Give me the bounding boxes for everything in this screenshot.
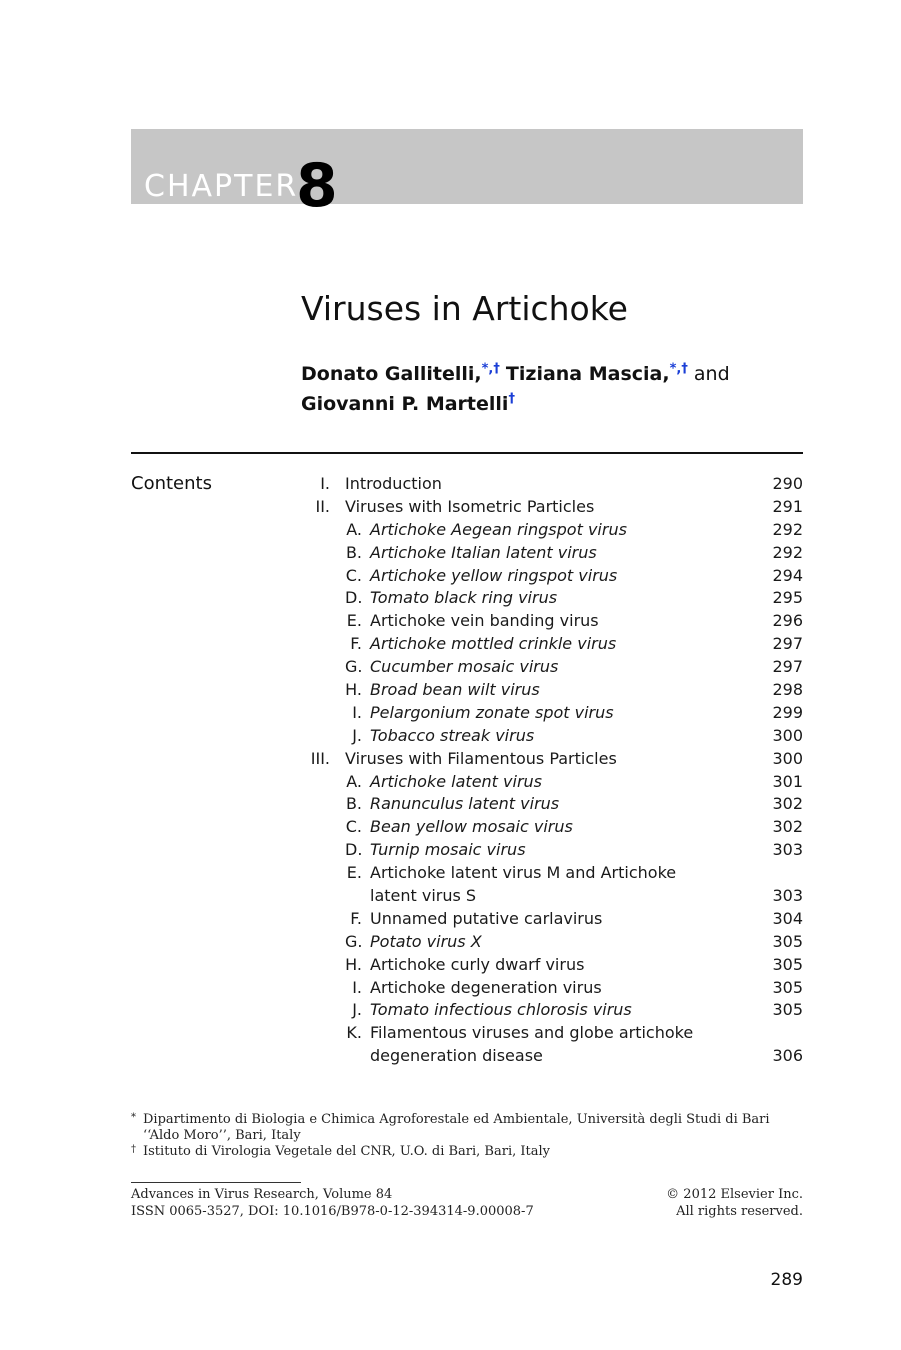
section-divider: [131, 452, 803, 454]
toc-number: K.: [346, 1023, 362, 1043]
toc-entry[interactable]: [300, 999, 803, 1022]
toc-title: Turnip mosaic virus: [370, 840, 526, 860]
toc-title: Artichoke mottled crinkle virus: [370, 634, 617, 654]
toc-entry[interactable]: [300, 633, 803, 656]
toc-page: 295: [772, 588, 803, 608]
toc-entry[interactable]: [300, 816, 803, 839]
copyright: © 2012 Elsevier Inc.: [666, 1187, 803, 1202]
toc-title: Tobacco streak virus: [370, 725, 535, 745]
toc-number: III.: [310, 748, 330, 768]
toc-page: 300: [772, 725, 803, 745]
footnote: [131, 1112, 803, 1144]
footnotes: [131, 1112, 803, 1160]
toc-number: II.: [315, 496, 330, 516]
footnote-symbol: †: [131, 1144, 136, 1155]
toc-page: 296: [772, 611, 803, 631]
table-of-contents: [300, 473, 803, 1068]
toc-page: 301: [772, 771, 803, 791]
toc-number: E.: [346, 863, 362, 883]
toc-page: 303: [772, 886, 803, 906]
toc-page: 297: [772, 657, 803, 677]
toc-number: F.: [350, 634, 362, 654]
toc-title: Viruses with Filamentous Particles: [345, 748, 617, 768]
toc-entry[interactable]: [300, 771, 803, 794]
toc-number: B.: [345, 794, 362, 814]
toc-title: latent virus S: [370, 886, 477, 906]
toc-entry[interactable]: [300, 839, 803, 862]
toc-title: Unnamed putative carlavirus: [370, 908, 603, 928]
affiliation-link[interactable]: †: [508, 391, 515, 407]
toc-number: C.: [345, 565, 362, 585]
toc-number: H.: [345, 680, 362, 700]
rights-reserved: All rights reserved.: [676, 1204, 803, 1219]
toc-page: 297: [772, 634, 803, 654]
toc-title: degeneration disease: [370, 1046, 543, 1066]
toc-title: Artichoke degeneration virus: [370, 977, 602, 997]
toc-number: G.: [345, 657, 363, 677]
toc-page: 294: [772, 565, 803, 585]
toc-title: Artichoke latent virus: [370, 771, 542, 791]
toc-page: 292: [772, 519, 803, 539]
toc-page: 305: [772, 1000, 803, 1020]
toc-number: A.: [346, 519, 362, 539]
toc-number: I.: [352, 977, 362, 997]
author-name: Giovanni P. Martelli: [301, 393, 509, 415]
toc-number: I.: [352, 702, 362, 722]
toc-page: 302: [772, 817, 803, 837]
toc-number: J.: [352, 725, 362, 745]
toc-title: Ranunculus latent virus: [370, 794, 560, 814]
toc-title: Introduction: [345, 474, 442, 493]
toc-page: 305: [772, 977, 803, 997]
toc-title: Filamentous viruses and globe artichoke: [370, 1023, 694, 1043]
toc-title: Broad bean wilt virus: [370, 680, 540, 700]
chapter-title: Viruses in Artichoke: [301, 289, 628, 328]
toc-number: C.: [345, 817, 362, 837]
toc-title: Artichoke latent virus M and Artichoke: [370, 863, 677, 883]
toc-page: 290: [772, 474, 803, 493]
toc-title: Artichoke curly dwarf virus: [370, 954, 585, 974]
toc-title: Tomato black ring virus: [370, 588, 558, 608]
toc-entry[interactable]: [300, 977, 803, 1000]
footnote-symbol: *: [131, 1112, 136, 1123]
toc-entry[interactable]: [300, 931, 803, 954]
toc-page: 299: [772, 702, 803, 722]
toc-entry[interactable]: [300, 954, 803, 977]
toc-title: Artichoke yellow ringspot virus: [370, 565, 618, 585]
footnote-text: Dipartimento di Biologia e Chimica Agroforestale ed Ambientale, Università degli Studi di Bari ‘‘Aldo Moro’’, Bari, Italy: [143, 1112, 770, 1143]
chapter-number: 8: [296, 151, 338, 221]
author-conjunction: and: [693, 363, 730, 385]
journal-volume: Advances in Virus Research, Volume 84: [131, 1187, 393, 1202]
toc-entry[interactable]: [300, 587, 803, 610]
toc-page: 300: [772, 748, 803, 768]
contents-heading: Contents: [131, 473, 212, 494]
toc-number: J.: [352, 1000, 362, 1020]
toc-entry[interactable]: [300, 748, 803, 771]
toc-title: Potato virus X: [370, 931, 482, 951]
toc-entry[interactable]: [300, 473, 803, 496]
toc-number: E.: [346, 611, 362, 631]
page-number: 289: [770, 1270, 803, 1290]
toc-number: F.: [350, 908, 362, 928]
toc-page: 304: [772, 908, 803, 928]
toc-entry[interactable]: [300, 702, 803, 725]
toc-number: D.: [345, 588, 363, 608]
toc-page: 305: [772, 931, 803, 951]
author-list: [301, 359, 821, 419]
toc-entry[interactable]: [300, 542, 803, 565]
toc-entry[interactable]: [300, 519, 803, 542]
toc-entry[interactable]: [300, 725, 803, 748]
toc-entry[interactable]: [300, 793, 803, 816]
toc-entry[interactable]: [300, 610, 803, 633]
toc-title: Pelargonium zonate spot virus: [370, 702, 614, 722]
footnote-text: Istituto di Virologia Vegetale del CNR, U.O. di Bari, Bari, Italy: [143, 1144, 550, 1159]
toc-entry-continued[interactable]: [300, 885, 803, 908]
toc-title: Artichoke vein banding virus: [370, 611, 599, 631]
toc-page: 306: [772, 1046, 803, 1066]
toc-number: I.: [320, 474, 330, 493]
toc-page: 292: [772, 542, 803, 562]
toc-title: Bean yellow mosaic virus: [370, 817, 573, 837]
affiliation-link[interactable]: *,†: [481, 361, 500, 377]
toc-entry-continued[interactable]: [300, 1045, 803, 1068]
author-name: Tiziana Mascia,: [505, 363, 670, 385]
toc-title: Viruses with Isometric Particles: [345, 496, 595, 516]
toc-title: Artichoke Aegean ringspot virus: [370, 519, 627, 539]
toc-title: Tomato infectious chlorosis virus: [370, 1000, 632, 1020]
footnote: [131, 1144, 803, 1160]
toc-number: B.: [345, 542, 362, 562]
chapter-label: CHAPTER: [144, 169, 299, 204]
toc-entry[interactable]: [300, 565, 803, 588]
toc-page: 303: [772, 840, 803, 860]
toc-number: G.: [345, 931, 363, 951]
toc-entry[interactable]: [300, 496, 803, 519]
author-name: Donato Gallitelli,: [301, 363, 482, 385]
toc-title: Cucumber mosaic virus: [370, 657, 559, 677]
toc-title: Artichoke Italian latent virus: [370, 542, 597, 562]
toc-page: 302: [772, 794, 803, 814]
publication-info: [131, 1186, 534, 1220]
toc-page: 298: [772, 680, 803, 700]
toc-entry[interactable]: [300, 862, 803, 885]
affiliation-link[interactable]: *,†: [669, 361, 688, 377]
issn-doi: ISSN 0065-3527, DOI: 10.1016/B978-0-12-394314-9.00008-7: [131, 1204, 534, 1219]
toc-number: A.: [346, 771, 362, 791]
toc-entry[interactable]: [300, 908, 803, 931]
toc-number: H.: [345, 954, 362, 974]
toc-page: 291: [772, 496, 803, 516]
toc-page: 305: [772, 954, 803, 974]
toc-number: D.: [345, 840, 363, 860]
copyright-info: [666, 1186, 803, 1220]
toc-entry[interactable]: [300, 1022, 803, 1045]
toc-entry[interactable]: [300, 679, 803, 702]
footer-divider: [131, 1182, 301, 1183]
toc-entry[interactable]: [300, 656, 803, 679]
